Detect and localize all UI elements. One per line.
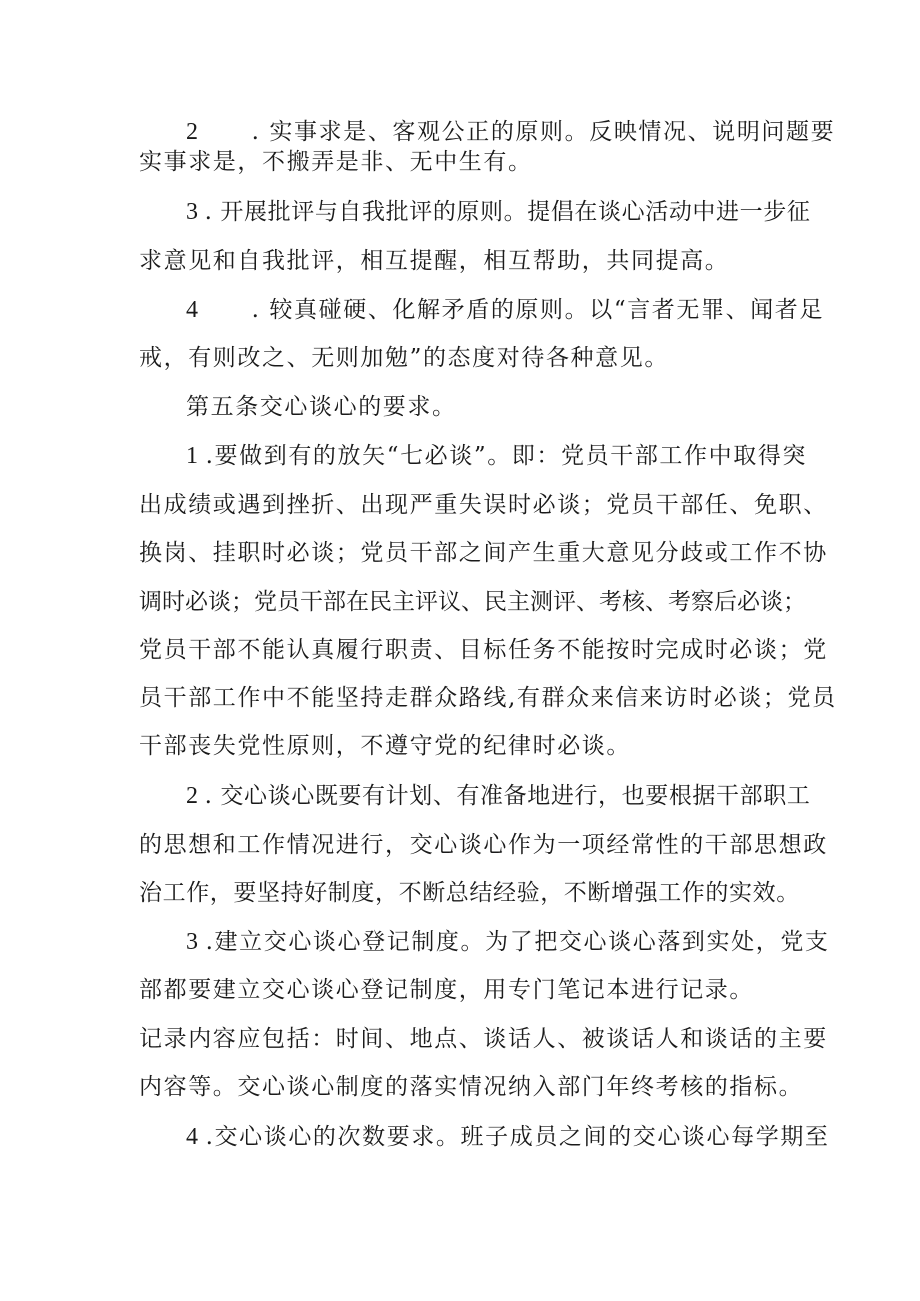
paragraph-line: 的思想和工作情况进行，交心谈心作为一项经常性的干部思想政 — [139, 832, 828, 858]
paragraph-line — [186, 436, 807, 476]
list-number: 2 — [186, 119, 200, 145]
paragraph-line: 员干部工作中不能坚持走群众路线,有群众来信来访时必谈；党员 — [139, 685, 837, 711]
paragraph-text: .交心谈心的次数要求。班子成员之间的交心谈心每学期至 — [205, 1124, 830, 1150]
list-number: 3 — [186, 929, 200, 955]
list-number: 4 — [186, 297, 200, 323]
paragraph-line — [186, 290, 824, 330]
paragraph-line: 实事求是，不搬弄是非、无中生有。 — [139, 149, 533, 175]
paragraph-line: 部都要建立交心谈心登记制度，用专门笔记本进行记录。 — [139, 977, 754, 1003]
section-heading: 第五条交心谈心的要求。 — [186, 394, 457, 420]
paragraph-line: 换岗、挂职时必谈；党员干部之间产生重大意见分歧或工作不协 — [139, 540, 828, 566]
paragraph-text: .要做到有的放矢“七必谈”。即：党员干部工作中取得突 — [205, 443, 808, 469]
paragraph-line: 求意见和自我批评，相互提醒，相互帮助，共同提高。 — [139, 248, 730, 274]
paragraph-line — [186, 1117, 830, 1157]
list-number: 3 — [186, 199, 199, 225]
paragraph-line: 干部丧失党性原则，不遵守党的纪律时必谈。 — [139, 733, 631, 759]
list-number: 1 — [186, 443, 200, 469]
paragraph-text: . 较真碰硬、化解矛盾的原则。以“言者无罪、闻者足 — [251, 297, 824, 323]
paragraph-text: . 实事求是、客观公正的原则。反映情况、说明问题要 — [251, 119, 836, 145]
paragraph-line: 出成绩或遇到挫折、出现严重失误时必谈；党员干部任、免职、 — [139, 492, 828, 518]
paragraph-line: 内容等。交心谈心制度的落实情况纳入部门年终考核的指标。 — [139, 1074, 804, 1100]
paragraph-line: 调时必谈；党员干部在民主评议、民主测评、考核、考察后必谈； — [139, 589, 806, 615]
paragraph-line — [186, 922, 830, 962]
paragraph-line — [186, 192, 810, 232]
paragraph-text: . 交心谈心既要有计划、有准备地进行，也要根据干部职工 — [204, 783, 811, 809]
paragraph-line — [186, 776, 810, 816]
paragraph-text: . 开展批评与自我批评的原则。提倡在谈心活动中进一步征 — [204, 199, 811, 225]
paragraph-line: 治工作，要坚持好制度，不断总结经验，不断增强工作的实效。 — [139, 880, 800, 906]
paragraph-line: 记录内容应包括：时间、地点、谈话人、被谈话人和谈话的主要 — [139, 1026, 828, 1052]
paragraph-line: 党员干部不能认真履行职责、目标任务不能按时完成时必谈；党 — [139, 637, 828, 663]
list-number: 2 — [186, 783, 199, 809]
paragraph-line: 戒，有则改之、无则加勉”的态度对待各种意见。 — [139, 345, 669, 371]
paragraph-text: .建立交心谈心登记制度。为了把交心谈心落到实处，党支 — [205, 929, 830, 955]
list-number: 4 — [186, 1124, 200, 1150]
